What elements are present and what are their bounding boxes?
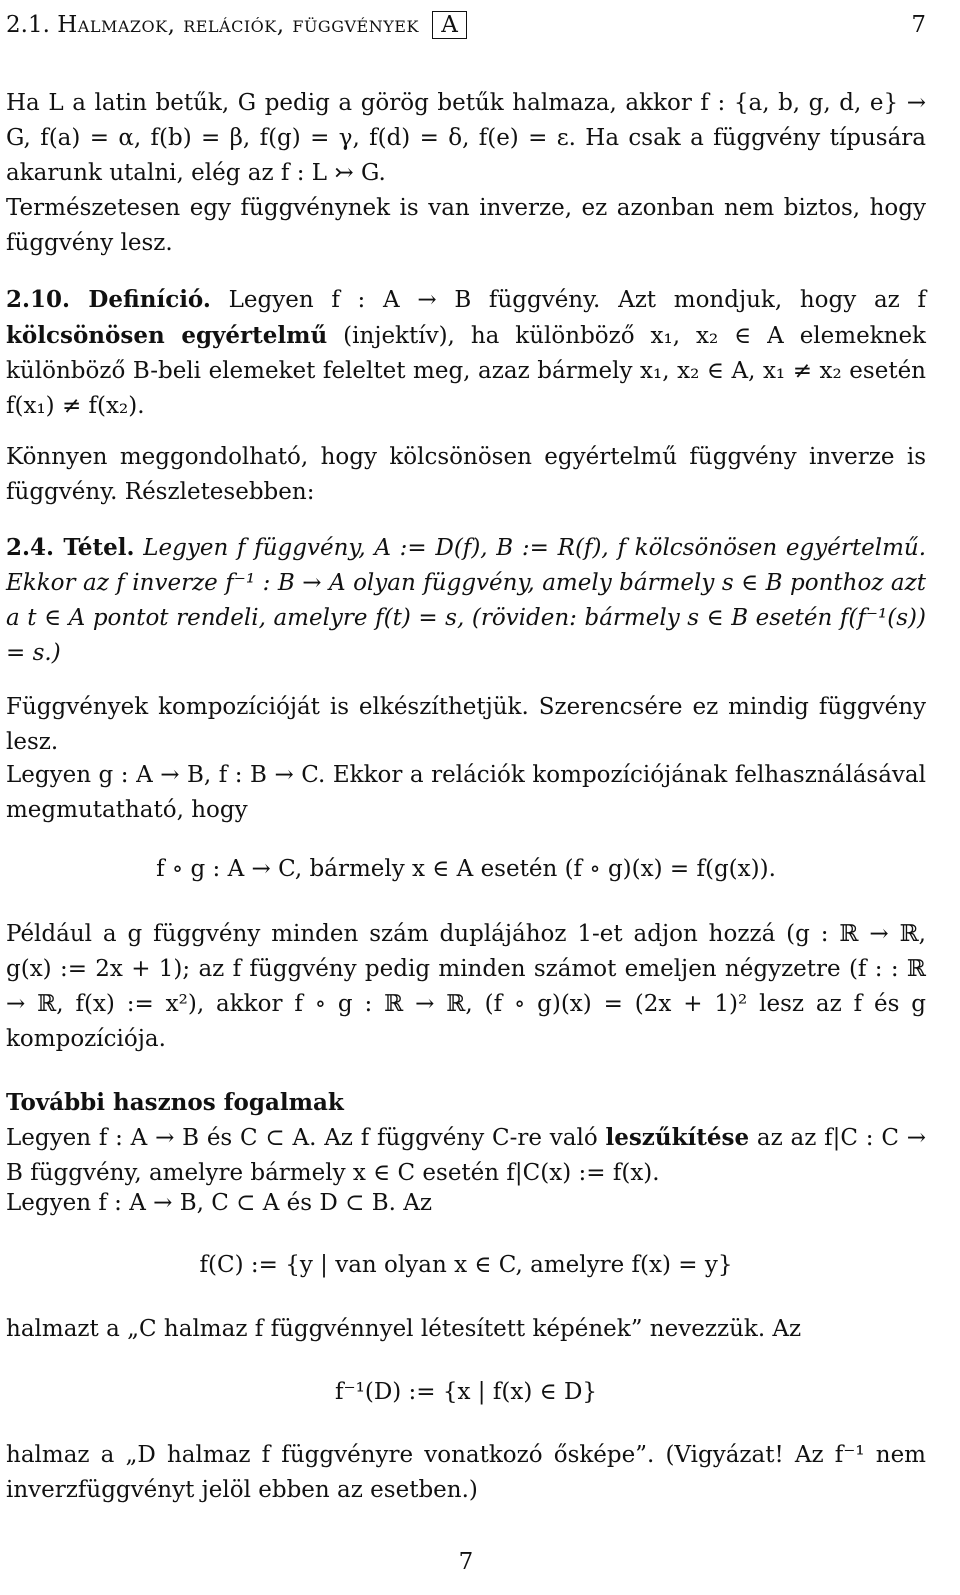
equation-preimage: f⁻¹(D) := {x | f(x) ∈ D} — [334, 1379, 598, 1405]
definition-term: kölcsönösen egyértelmű — [6, 322, 328, 349]
footer-page-number: 7 — [458, 1549, 474, 1575]
equation-image: f(C) := {y | van olyan x ∈ C, amelyre f(x) = y} — [199, 1252, 733, 1278]
page-header — [6, 8, 926, 38]
theorem-text: Legyen f függvény, A := D(f), B := R(f), f kölcsönösen egyértelmű. Ekkor az f inverze f⁻¹ : B → A olyan függvény, amely bármely s ∈ B ponthoz azt a t ∈ A pontot rendeli, amelyre f(t) = s, (röviden: bármely s ∈ B esetén f(f⁻¹(s)) = s.) — [6, 535, 927, 666]
section-box-label: A — [432, 11, 467, 39]
paragraph-composition: Függvények kompozícióját is elkészíthetjük. Szerencsére ez mindig függvény lesz. — [6, 694, 926, 755]
header-page-number: 7 — [911, 12, 926, 38]
definition-2-10: 2.10. Definíció. Legyen f : A → B függvény. Azt mondjuk, hogy az f kölcsönösen egyértelmű (injektív), ha különböző x₁, x₂ ∈ A elemeknek különböző B-beli elemeket feleltet meg, azaz bármely x₁, x₂ ∈ A, x₁ ≠ x₂ esetén f(x₁) ≠ f(x₂). — [6, 286, 926, 419]
section-heading: További hasznos fogalmak — [6, 1089, 344, 1116]
paragraph-latin-greek: Ha L a latin betűk, G pedig a görög betűk halmaza, akkor f : {a, b, g, d, e} → G, f(a) = α, f(b) = β, f(g) = γ, f(d) = δ, f(e) = ε. Ha csak a függvény típusára akarunk utalni, elég az f : L ↣ G. — [6, 90, 926, 186]
restriction-term: leszűkítése — [605, 1124, 750, 1151]
theorem-2-4 — [6, 530, 926, 671]
paragraph-inverse-note: Természetesen egy függvénynek is van inverze, ez azonban nem biztos, hogy függvény lesz. — [6, 195, 926, 256]
paragraph-composition-setup: Legyen g : A → B, f : B → C. Ekkor a relációk kompozíciójának felhasználásával megmutatható, hogy — [6, 762, 926, 823]
theorem-label: 2.4. Tétel. — [6, 534, 135, 561]
paragraph-image-setup: Legyen f : A → B, C ⊂ A és D ⊂ B. Az — [6, 1190, 432, 1216]
paragraph-restriction: Legyen f : A → B és C ⊂ A. Az f függvény C-re való leszűkítése az az f|C : C → B függvény, amelyre bármely x ∈ C esetén f|C(x) := f(x). — [6, 1124, 927, 1186]
equation-composition: f ∘ g : A → C, bármely x ∈ A esetén (f ∘ g)(x) = f(g(x)). — [156, 856, 776, 882]
paragraph-example: Például a g függvény minden szám duplájához 1-et adjon hozzá (g : ℝ → ℝ, g(x) := 2x + 1); az f függvény pedig minden számot emeljen négyzetre (f : : ℝ → ℝ, f(x) := x²), akkor f ∘ g : ℝ → ℝ, (f ∘ g)(x) = (2x + 1)² lesz az f és g kompozíciója. — [6, 921, 926, 1052]
definition-label: 2.10. Definíció. — [6, 286, 211, 313]
paragraph-preimage-name: halmaz a „D halmaz f függvényre vonatkozó ősképe”. (Vigyázat! Az f⁻¹ nem inverzfüggvényt jelöl ebben az esetben.) — [6, 1442, 926, 1503]
paragraph-image-name: halmazt a „C halmaz f függvénnyel létesített képének” nevezzük. Az — [6, 1316, 802, 1342]
paragraph-injective-inverse: Könnyen meggondolható, hogy kölcsönösen egyértelmű függvény inverze is függvény. Részletesebben: — [6, 444, 926, 505]
section-title: Halmazok, relációk, függvények — [57, 12, 419, 38]
section-number: 2.1. — [6, 12, 50, 38]
